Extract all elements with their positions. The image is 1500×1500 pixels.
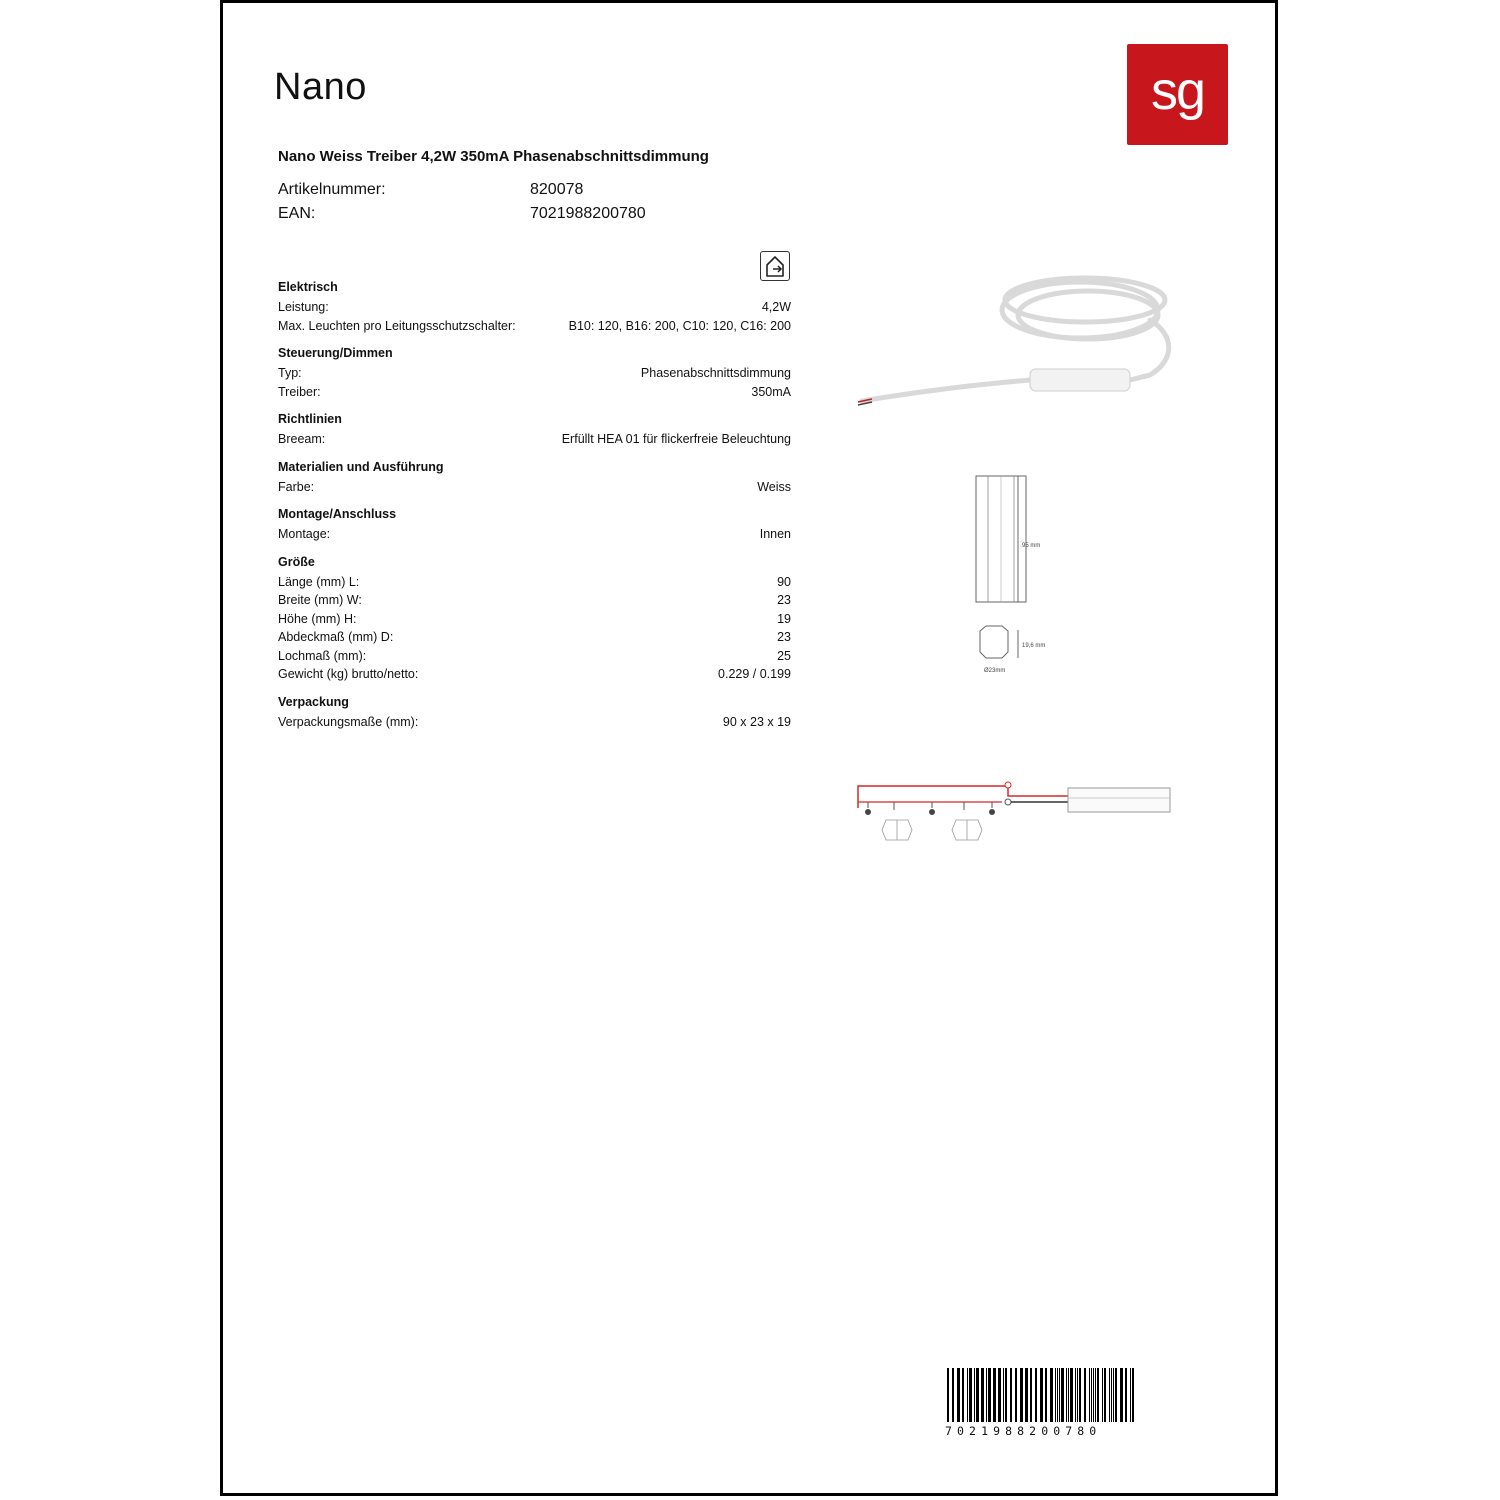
spec-row [278,628,791,647]
spec-value: Phasenabschnittsdimmung [640,366,791,380]
brand-title: Nano [274,66,367,108]
spec-label: Max. Leuchten pro Leitungsschutzschalter: [278,318,516,333]
datasheet-page [220,0,1278,1496]
product-title: Nano Weiss Treiber 4,2W 350mA Phasenabschnittsdimmung [278,148,709,165]
barcode-bar [1097,1368,1099,1422]
barcode-bar [1084,1368,1086,1422]
barcode-bar [1120,1368,1123,1422]
spec-group-title: Richtlinien [278,412,342,426]
spec-group-title: Montage/Anschluss [278,507,397,521]
barcode-bar [1102,1368,1103,1422]
spec-group-title: Größe [278,554,315,569]
barcode-bar [1068,1368,1069,1422]
barcode-bar [1025,1368,1028,1422]
spec-group [278,410,791,449]
spec-label: Breeam: [278,432,326,446]
barcode-bar [1109,1368,1110,1422]
spec-label: Treiber: [278,384,321,399]
spec-group-title: Elektrisch [278,280,338,294]
spec-row [278,647,791,666]
spec-value: Innen [759,527,791,541]
barcode-bar [976,1368,979,1422]
barcode-bar [1070,1368,1073,1422]
spec-value: 23 [777,630,791,644]
ean-value: 7021988200780 [530,205,646,222]
length-dimension-label: 95 mm [1022,543,1041,549]
barcode-digits: 7021988200780 [945,1424,1102,1438]
barcode-bar [1005,1368,1007,1422]
barcode-bar [1020,1368,1023,1422]
spec-group-title: Materialien und Ausführung [278,459,444,474]
barcode-bar [947,1368,949,1422]
spec-label: Länge (mm) L: [278,574,360,589]
diameter-dimension-label: Ø23mm [984,668,1006,674]
spec-row [278,713,791,732]
barcode-bar [1093,1368,1094,1422]
barcode-bar [1059,1368,1060,1422]
barcode-bar [1015,1368,1017,1422]
spec-label: Gewicht (kg) brutto/netto: [278,667,419,681]
barcode-bar [993,1368,996,1422]
spec-value: 25 [777,648,791,663]
spec-group [278,344,791,401]
spec-value: 4,2W [761,300,791,314]
spec-row [278,317,791,336]
barcode-bar [957,1368,960,1422]
barcode-bar [1057,1368,1058,1422]
wiring-diagram [852,776,1177,846]
spec-row [278,298,791,317]
barcode-bar [1125,1368,1127,1422]
spec-label: Breite (mm) W: [278,593,362,607]
spec-row [278,610,791,629]
barcode-bar [967,1368,968,1422]
spec-group [278,458,791,497]
product-image [850,265,1180,415]
barcode-bar [1113,1368,1114,1422]
spec-table [278,278,791,740]
barcode-bar [952,1368,954,1422]
spec-group-title: Verpackung [278,694,349,709]
spec-row [278,573,791,592]
barcode-bar [1111,1368,1112,1422]
barcode-bar [962,1368,964,1422]
barcode-bar [1132,1368,1134,1422]
barcode-bar [986,1368,987,1422]
indoor-home-icon [760,251,790,281]
barcode-bar [1030,1368,1032,1422]
ean-label: EAN: [278,205,316,222]
barcode-bar [988,1368,991,1422]
spec-value: 23 [777,593,791,607]
spec-group [278,553,791,684]
barcode-bar [1115,1368,1117,1422]
barcode-bar [969,1368,972,1422]
barcode-bar [1091,1368,1092,1422]
barcode-bar [998,1368,1001,1422]
spec-label: Abdeckmaß (mm) D: [278,630,394,644]
barcode-bar [1050,1368,1053,1422]
barcode-bar [1055,1368,1056,1422]
spec-value: 90 x 23 x 19 [722,714,791,729]
spec-group [278,693,791,732]
spec-value: B10: 120, B16: 200, C10: 120, C16: 200 [568,318,791,333]
spec-group [278,278,791,335]
spec-group [278,505,791,544]
spec-row [278,383,791,402]
spec-value: Weiss [757,479,791,494]
barcode-bars [945,1368,1141,1422]
barcode-bar [1040,1368,1043,1422]
barcode-bar [1061,1368,1064,1422]
barcode-bar [1075,1368,1076,1422]
barcode-bar [1104,1368,1106,1422]
barcode-bar [981,1368,984,1422]
spec-value: 19 [777,611,791,626]
spec-row [278,591,791,610]
spec-label: Leistung: [278,300,329,314]
spec-value: 350mA [751,384,791,399]
spec-label: Lochmaß (mm): [278,648,367,663]
spec-row [278,525,791,544]
barcode-bar [1010,1368,1012,1422]
spec-label: Farbe: [278,479,315,494]
spec-value: 90 [777,574,791,589]
article-number-value: 820078 [530,181,584,198]
dimension-drawing [960,468,1070,683]
barcode-bar [1079,1368,1081,1422]
sg-logo: sg [1127,44,1228,145]
spec-label: Typ: [278,366,302,380]
barcode-bar [1066,1368,1067,1422]
spec-row [278,364,791,383]
height-dimension-label: 19,6 mm [1022,643,1046,649]
barcode-bar [1130,1368,1131,1422]
article-number-label: Artikelnummer: [278,181,386,198]
barcode-bar [974,1368,975,1422]
barcode-bar [1045,1368,1047,1422]
spec-value: Erfüllt HEA 01 für flickerfreie Beleuchtung [561,432,791,446]
spec-row [278,478,791,497]
barcode-bar [1077,1368,1078,1422]
spec-value: 0.229 / 0.199 [718,667,791,681]
barcode-bar [1003,1368,1004,1422]
barcode-bar [1095,1368,1096,1422]
spec-label: Montage: [278,527,331,541]
spec-group-title: Steuerung/Dimmen [278,346,393,360]
spec-label: Verpackungsmaße (mm): [278,714,419,729]
spec-row [278,430,791,449]
barcode-bar [1035,1368,1037,1422]
spec-label: Höhe (mm) H: [278,611,357,626]
barcode-bar [1089,1368,1090,1422]
spec-row [278,665,791,684]
